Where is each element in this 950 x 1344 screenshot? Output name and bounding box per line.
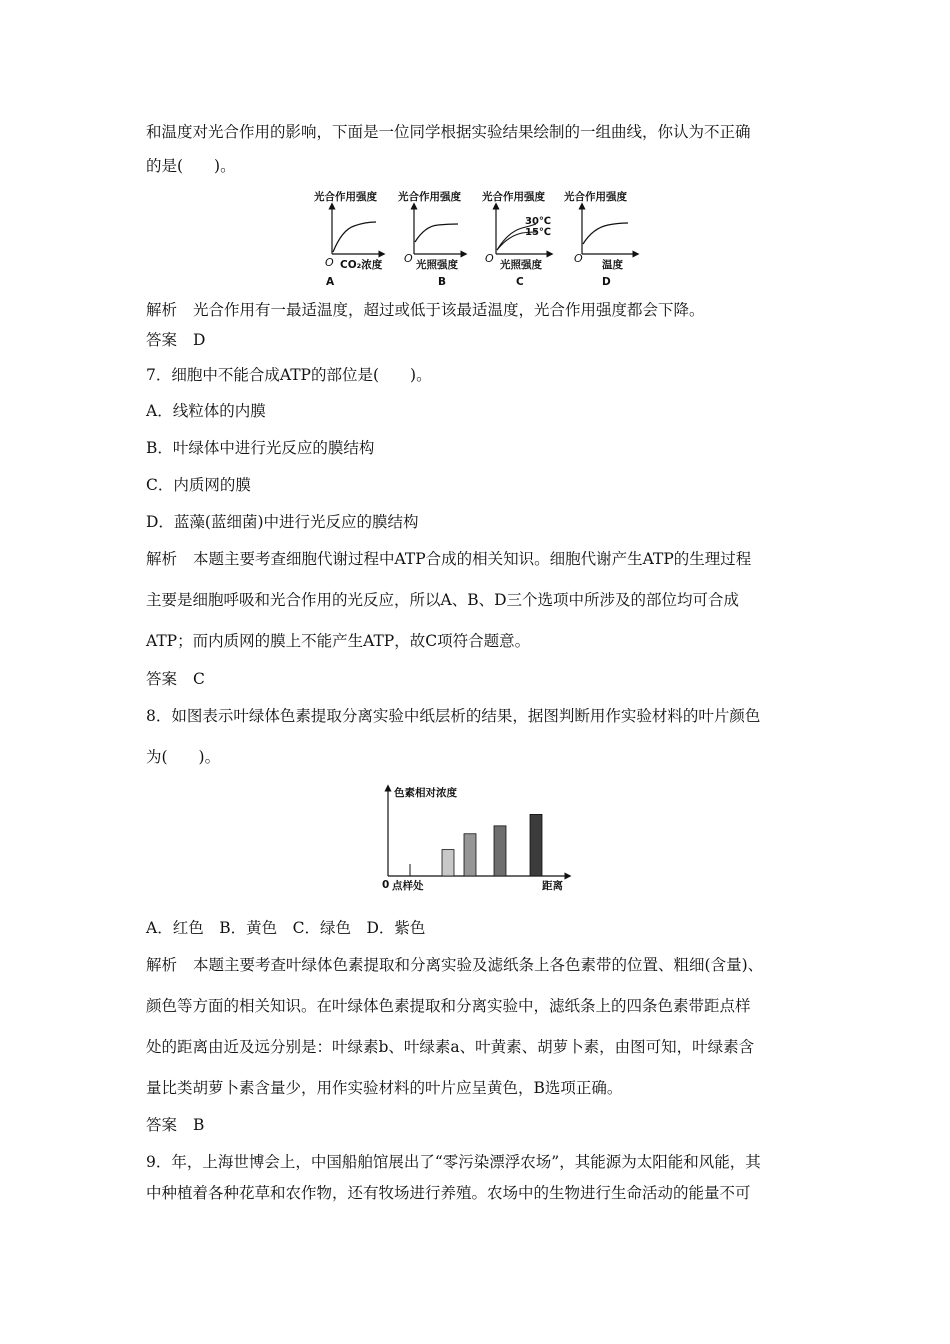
- q6-panel-b: [398, 190, 464, 288]
- analysis-label: 解析: [146, 956, 178, 974]
- q7-analysis-line2: 主要是细胞呼吸和光合作用的光反应，所以A、B、D三个选项中所涉及的部位均可合成: [146, 591, 740, 609]
- q6-panel-a: [314, 190, 383, 288]
- pigment-bar-2: [464, 834, 476, 876]
- q8-analysis-line4: 量比类胡萝卜素含量少，用作实验材料的叶片应呈黄色，B选项正确。: [146, 1079, 623, 1097]
- q7-option-c: C．内质网的膜: [146, 476, 251, 494]
- panel-d-origin: O: [574, 252, 583, 265]
- panel-a-origin: O: [325, 256, 334, 269]
- panel-b-letter: B: [438, 276, 447, 288]
- q7-option-d: D．蓝藻(蓝细菌)中进行光反应的膜结构: [146, 513, 419, 531]
- pigment-bar-1: [442, 850, 454, 876]
- q8-answer: [146, 1114, 810, 1136]
- q9-stem-line1: 9．年，上海世博会上，中国船舶馆展出了“零污染漂浮农场”，其能源为太阳能和风能，其: [146, 1153, 761, 1171]
- answer-label: 答案: [146, 331, 178, 349]
- pigment-bar-chart: [378, 780, 578, 898]
- panel-c-xlabel: 光照强度: [500, 259, 542, 271]
- chart-xlabel: 距离: [542, 880, 563, 892]
- panel-a-curve: [333, 222, 376, 252]
- panel-b-origin: O: [404, 252, 413, 265]
- q7-analysis-line1: [146, 548, 810, 570]
- q7-analysis-line3: ATP；而内质网的膜上不能产生ATP，故C项符合题意。: [146, 632, 531, 650]
- q8-analysis-line3: 处的距离由近及远分别是：叶绿素b、叶绿素a、叶黄素、胡萝卜素，由图可知，叶绿素含: [146, 1038, 755, 1056]
- analysis-text: 本题主要考查叶绿体色素提取和分离实验及滤纸条上各色素带的位置、粗细(含量)、: [193, 956, 764, 974]
- analysis-text: 本题主要考查细胞代谢过程中ATP合成的相关知识。细胞代谢产生ATP的生理过程: [193, 550, 752, 568]
- panel-a-ylabel: 光合作用强度: [314, 191, 377, 203]
- answer-label: 答案: [146, 1116, 178, 1134]
- panel-c-curve-label-30: 30℃: [525, 216, 552, 227]
- q8-analysis-line1: [146, 954, 810, 976]
- q7-option-a: A．线粒体的内膜: [146, 402, 266, 420]
- analysis-label: 解析: [146, 301, 178, 319]
- panel-a-letter: A: [326, 276, 335, 288]
- pigment-bar-4: [530, 814, 542, 876]
- panel-c-ylabel: 光合作用强度: [482, 191, 545, 203]
- answer-value: D: [193, 331, 206, 349]
- panel-b-ylabel: 光合作用强度: [398, 191, 461, 203]
- q6-stem-line1: 和温度对光合作用的影响，下面是一位同学根据实验结果绘制的一组曲线，你认为不正确: [146, 123, 751, 141]
- q6-stem-line2: 的是( )。: [146, 157, 236, 175]
- q7-option-b: B．叶绿体中进行光反应的膜结构: [146, 439, 375, 457]
- panel-c-letter: C: [516, 276, 524, 288]
- answer-value: B: [193, 1116, 205, 1134]
- q6-panel-d: [564, 190, 636, 288]
- chart-bars: [442, 814, 542, 876]
- q8-analysis-line2: 颜色等方面的相关知识。在叶绿体色素提取和分离实验中，滤纸条上的四条色素带距点样: [146, 997, 751, 1015]
- analysis-text: 光合作用有一最适温度，超过或低于该最适温度，光合作用强度都会下降。: [193, 301, 705, 319]
- panel-d-xlabel: 温度: [602, 259, 623, 271]
- panel-a-xlabel: CO₂浓度: [340, 259, 383, 271]
- panel-c-curve-label-15: 15℃: [525, 227, 552, 238]
- answer-value: C: [193, 670, 205, 688]
- q7-stem: 7．细胞中不能合成ATP的部位是( )。: [146, 366, 432, 384]
- panel-d-ylabel: 光合作用强度: [564, 191, 627, 203]
- answer-label: 答案: [146, 670, 178, 688]
- q9-stem-line2: 中种植着各种花草和农作物，还有牧场进行养殖。农场中的生物进行生命活动的能量不可: [146, 1184, 751, 1202]
- q8-stem-line1: 8．如图表示叶绿体色素提取分离实验中纸层析的结果，据图判断用作实验材料的叶片颜色: [146, 707, 761, 725]
- q6-curve-figure: [310, 188, 650, 290]
- q8-options: A．红色 B．黄色 C．绿色 D．紫色: [146, 919, 426, 937]
- panel-d-letter: D: [602, 276, 611, 288]
- chart-start-label: 点样处: [392, 880, 424, 892]
- analysis-label: 解析: [146, 550, 178, 568]
- panel-d-curve: [583, 223, 628, 244]
- panel-b-curve: [415, 224, 458, 242]
- chart-ylabel: 色素相对浓度: [394, 787, 457, 799]
- pigment-bar-3: [494, 826, 506, 876]
- q8-stem-line2: 为( )。: [146, 748, 221, 766]
- q6-answer: [146, 329, 810, 351]
- panel-b-xlabel: 光照强度: [416, 259, 458, 271]
- chart-origin: 0: [382, 879, 390, 891]
- q6-analysis: [146, 299, 810, 321]
- panel-c-origin: O: [485, 252, 494, 265]
- q6-panel-c: [482, 190, 551, 288]
- q7-answer: [146, 668, 810, 690]
